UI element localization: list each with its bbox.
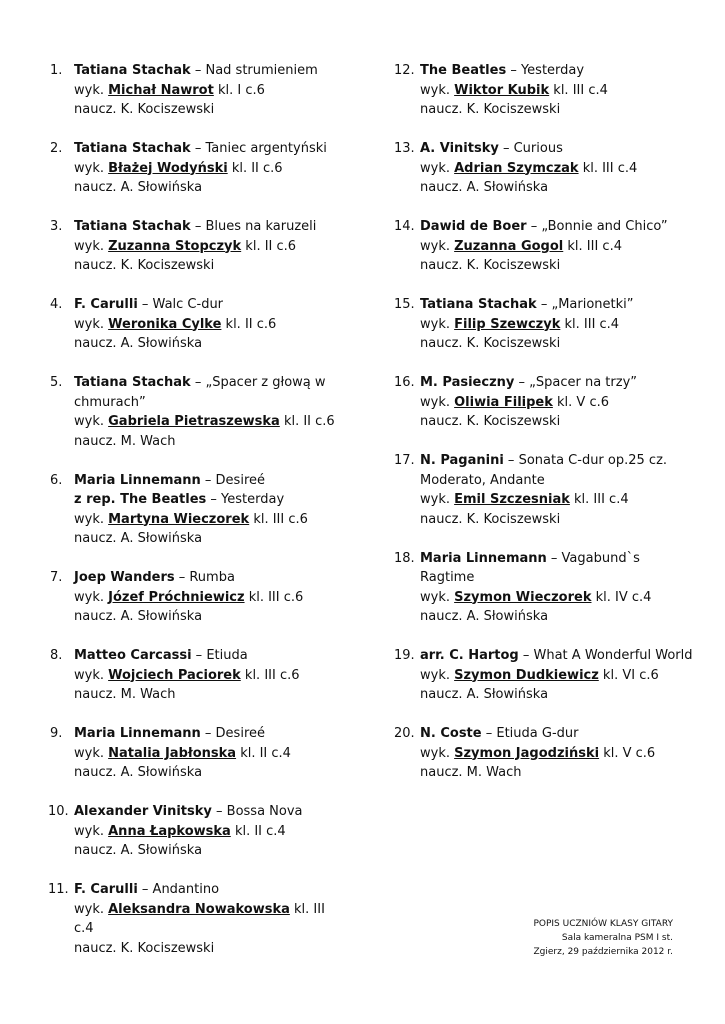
class-info: kl. III c.4 — [563, 238, 622, 254]
performer-line — [74, 510, 340, 530]
performer-line — [74, 81, 340, 101]
piece-line — [420, 373, 696, 393]
class-info: kl. II c.4 — [236, 745, 291, 761]
performer-line — [420, 159, 696, 179]
program-item — [50, 61, 340, 120]
piece-line — [420, 295, 696, 315]
performer-name: Zuzanna Gogol — [454, 238, 564, 254]
teacher-line: naucz. M. Wach — [74, 433, 176, 449]
composer: M. Pasieczny — [420, 375, 515, 390]
piece-title: Vagabund`s Ragtime — [420, 550, 640, 585]
composer: Maria Linnemann — [420, 550, 547, 566]
item-number: 4. — [50, 297, 63, 312]
program-item — [50, 646, 340, 705]
performer-line — [420, 237, 696, 257]
separator: – — [506, 63, 521, 78]
separator: – — [190, 141, 206, 156]
class-info: kl. III c.6 — [249, 511, 308, 527]
performer-prefix: wyk. — [74, 823, 109, 839]
composer: Maria Linnemann — [74, 726, 201, 741]
class-info: kl. VI c.6 — [598, 667, 659, 683]
piece-title: „Bonnie and Chico” — [541, 219, 668, 234]
class-info: kl. II c.4 — [230, 823, 286, 839]
performer-line — [420, 315, 696, 335]
separator: – — [211, 804, 227, 819]
performer-prefix: wyk. — [420, 394, 455, 410]
piece-title: What A Wonderful World — [533, 648, 693, 663]
piece-title: Walc C-dur — [152, 297, 224, 312]
class-info: kl. III c.4 — [74, 901, 325, 936]
teacher-line: naucz. K. Kociszewski — [420, 511, 561, 527]
program-item — [396, 217, 696, 276]
composer: Tatiana Stachak — [74, 63, 191, 78]
separator: – — [536, 297, 552, 312]
piece-line — [74, 724, 340, 744]
piece-line — [74, 295, 340, 315]
program-item — [50, 724, 340, 783]
piece-line — [74, 373, 340, 412]
performer-name: Zuzanna Stopczyk — [108, 238, 242, 254]
piece-line — [420, 451, 696, 490]
composer: Tatiana Stachak — [74, 219, 191, 234]
separator: – — [137, 297, 153, 312]
teacher-line: naucz. K. Kociszewski — [420, 414, 561, 429]
footer — [533, 917, 673, 959]
performer-line — [74, 900, 340, 939]
class-info: kl. II c.6 — [241, 238, 297, 254]
piece-line — [74, 568, 340, 588]
program-item — [50, 880, 340, 958]
composer: F. Carulli — [74, 882, 138, 897]
teacher-line: naucz. A. Słowińska — [74, 180, 203, 195]
performer-name: Wojciech Paciorek — [108, 667, 241, 683]
class-info: kl. III c.4 — [578, 160, 638, 176]
piece-line — [420, 549, 696, 588]
performer-prefix: wyk. — [74, 414, 109, 429]
item-number: 11. — [48, 882, 69, 897]
performer-name: Szymon Jagodziński — [454, 745, 600, 761]
teacher-line: naucz. M. Wach — [420, 765, 522, 780]
separator: – — [137, 882, 153, 897]
composer: F. Carulli — [74, 297, 138, 312]
composer: arr. C. Hartog — [420, 648, 519, 663]
teacher-line: naucz. A. Słowińska — [74, 843, 203, 858]
performer-name: Szymon Wieczorek — [454, 589, 592, 605]
piece-title: Taniec argentyński — [205, 141, 327, 156]
item-number: 6. — [50, 472, 63, 488]
performer-prefix: wyk. — [420, 589, 455, 605]
performer-prefix: wyk. — [420, 492, 455, 507]
item-number: 20. — [394, 726, 415, 741]
performer-line — [420, 744, 696, 764]
performer-prefix: wyk. — [420, 82, 455, 98]
performer-prefix: wyk. — [420, 745, 455, 761]
separator: – — [526, 219, 542, 234]
performer-line — [420, 393, 696, 413]
piece-title: Rumba — [189, 570, 235, 585]
item-number: 1. — [50, 63, 63, 78]
separator: – — [514, 375, 530, 390]
performer-name: Adrian Szymczak — [454, 160, 579, 176]
performer-prefix: wyk. — [74, 82, 109, 98]
piece-title: Yesterday — [520, 63, 585, 78]
class-info: kl. II c.6 — [279, 414, 335, 429]
item-number: 18. — [394, 550, 415, 566]
performer-name: Natalia Jabłonska — [108, 745, 237, 761]
separator: – — [498, 141, 514, 156]
footer-date: Zgierz, 29 października 2012 r. — [533, 947, 673, 957]
composer: The Beatles — [420, 63, 507, 78]
program-item — [396, 724, 696, 783]
program-item — [396, 61, 696, 120]
teacher-line: naucz. A. Słowińska — [74, 765, 203, 780]
piece-title: Andantino — [152, 882, 220, 897]
class-info: kl. II c.6 — [221, 316, 277, 332]
piece-line — [420, 139, 696, 159]
performer-name: Błażej Wodyński — [108, 160, 228, 176]
teacher-line: naucz. A. Słowińska — [420, 609, 549, 624]
piece-line — [74, 61, 340, 81]
program-column-left — [50, 61, 340, 978]
piece-title: Curious — [513, 141, 563, 156]
teacher-line: naucz. K. Kociszewski — [420, 102, 561, 117]
item-number: 9. — [50, 726, 63, 741]
performer-prefix: wyk. — [74, 589, 109, 605]
class-info: kl. III c.4 — [549, 82, 608, 98]
piece-title: „Spacer na trzy” — [529, 375, 637, 390]
composer: Matteo Carcassi — [74, 648, 192, 663]
item-number: 15. — [394, 297, 415, 312]
teacher-line: naucz. K. Kociszewski — [74, 940, 215, 956]
piece-line — [74, 471, 340, 491]
program-item — [396, 139, 696, 198]
performer-line — [420, 588, 696, 608]
item-number: 10. — [48, 804, 69, 819]
teacher-line: naucz. A. Słowińska — [420, 687, 549, 702]
separator: – — [174, 570, 190, 585]
separator: – — [190, 375, 206, 390]
performer-name: Oliwia Filipek — [454, 394, 553, 410]
teacher-line: naucz. A. Słowińska — [74, 609, 203, 624]
performer-prefix: wyk. — [74, 901, 109, 917]
class-info: kl. III c.6 — [240, 667, 300, 683]
program-item — [50, 802, 340, 861]
separator: – — [546, 550, 562, 566]
teacher-line: naucz. A. Słowińska — [420, 180, 549, 195]
class-info: kl. II c.6 — [227, 160, 283, 176]
piece-title: Etiuda G-dur — [496, 726, 579, 741]
item-number: 19. — [394, 648, 415, 663]
performer-name: Józef Próchniewicz — [108, 589, 245, 605]
piece-title: „Spacer z głową w chmurach” — [74, 375, 326, 410]
piece-title: Blues na karuzeli — [205, 219, 317, 234]
composer: Tatiana Stachak — [74, 375, 191, 390]
composer: Joep Wanders — [74, 570, 175, 585]
composer: Alexander Vinitsky — [74, 804, 212, 819]
performer-name: Emil Szczesniak — [454, 492, 570, 507]
item-number: 12. — [394, 63, 415, 78]
class-info: kl. I c.6 — [213, 82, 265, 98]
item-number: 7. — [50, 570, 63, 585]
program-item — [50, 471, 340, 549]
performer-name: Michał Nawrot — [108, 82, 214, 98]
performer-name: Anna Łapkowska — [108, 823, 231, 839]
piece-line — [74, 139, 340, 159]
piece-title: Etiuda — [206, 648, 248, 663]
piece-line — [420, 646, 696, 666]
piece-title: Bossa Nova — [226, 804, 303, 819]
separator: – — [200, 726, 216, 741]
separator: – — [190, 63, 206, 78]
item-number: 5. — [50, 375, 63, 390]
piece-line — [420, 61, 696, 81]
performer-prefix: wyk. — [420, 667, 455, 683]
program-item — [396, 295, 696, 354]
performer-name: Gabriela Pietraszewska — [108, 414, 280, 429]
composer: A. Vinitsky — [420, 141, 499, 156]
program-item — [396, 451, 696, 529]
piece-line — [74, 880, 340, 900]
teacher-line: naucz. A. Słowińska — [74, 531, 203, 546]
performer-prefix: wyk. — [74, 745, 109, 761]
performer-name: Wiktor Kubik — [454, 82, 550, 98]
performer-line — [74, 822, 340, 842]
item-number: 17. — [394, 453, 415, 468]
performer-line — [420, 666, 696, 686]
item-number: 3. — [50, 219, 63, 234]
performer-name: Weronika Cylke — [108, 316, 222, 332]
performer-line — [74, 744, 340, 764]
composer: Tatiana Stachak — [420, 297, 537, 312]
program-column-right — [396, 61, 696, 802]
teacher-line: naucz. K. Kociszewski — [74, 258, 215, 273]
separator: – — [481, 726, 497, 741]
teacher-line: naucz. K. Kociszewski — [74, 102, 215, 117]
class-info: kl. III c.6 — [244, 589, 304, 605]
item-number: 8. — [50, 648, 63, 663]
piece-title: Nad strumieniem — [205, 63, 318, 78]
item-number: 2. — [50, 141, 63, 156]
performer-line — [74, 315, 340, 335]
class-info: kl. III c.4 — [560, 316, 620, 332]
separator: – — [190, 219, 206, 234]
separator: – — [503, 453, 519, 468]
item-number: 16. — [394, 375, 415, 390]
performer-prefix: wyk. — [420, 238, 455, 254]
separator: – — [200, 472, 216, 488]
program-item — [50, 568, 340, 627]
composer: N. Paganini — [420, 453, 504, 468]
performer-prefix: wyk. — [74, 316, 109, 332]
piece-title: Desireé — [215, 472, 265, 488]
performer-prefix: wyk. — [420, 160, 455, 176]
performer-line — [420, 81, 696, 101]
item-number: 13. — [394, 141, 415, 156]
performer-line — [74, 666, 340, 686]
program-item — [50, 373, 340, 451]
footer-event-title: POPIS UCZNIÓW KLASY GITARY — [533, 919, 673, 929]
performer-line — [420, 490, 696, 510]
piece-line — [74, 646, 340, 666]
performer-line — [74, 588, 340, 608]
performer-prefix: wyk. — [420, 316, 455, 332]
teacher-line: naucz. A. Słowińska — [74, 336, 203, 351]
piece-line — [420, 217, 696, 237]
composer: Tatiana Stachak — [74, 141, 191, 156]
performer-prefix: wyk. — [74, 238, 109, 254]
program-item — [396, 373, 696, 432]
extra-piece-line — [74, 490, 340, 510]
class-info: kl. V c.6 — [599, 745, 656, 761]
piece-title: Sonata C-dur op.25 cz. Moderato, Andante — [420, 453, 668, 488]
performer-prefix: wyk. — [74, 160, 109, 176]
separator: – — [206, 492, 222, 507]
performer-line — [74, 237, 340, 257]
performer-name: Martyna Wieczorek — [108, 511, 250, 527]
performer-name: Aleksandra Nowakowska — [108, 901, 290, 917]
performer-line — [74, 412, 340, 432]
performer-name: Filip Szewczyk — [454, 316, 561, 332]
program-item — [396, 646, 696, 705]
class-info: kl. III c.4 — [569, 492, 629, 507]
teacher-line: naucz. M. Wach — [74, 687, 176, 702]
item-number: 14. — [394, 219, 415, 234]
performer-line — [74, 159, 340, 179]
program-item — [50, 139, 340, 198]
piece-title: „Marionetki” — [551, 297, 634, 312]
separator: – — [191, 648, 207, 663]
performer-name: Szymon Dudkiewicz — [454, 667, 599, 683]
separator: – — [518, 648, 534, 663]
program-item — [396, 549, 696, 627]
teacher-line: naucz. K. Kociszewski — [420, 336, 561, 351]
program-item — [50, 217, 340, 276]
piece-line — [420, 724, 696, 744]
class-info: kl. V c.6 — [552, 394, 609, 410]
composer: Dawid de Boer — [420, 219, 527, 234]
piece-line — [74, 802, 340, 822]
teacher-line: naucz. K. Kociszewski — [420, 258, 561, 273]
composer: Maria Linnemann — [74, 472, 201, 488]
piece-title: Desireé — [215, 726, 265, 741]
footer-venue: Sala kameralna PSM I st. — [561, 933, 673, 943]
class-info: kl. IV c.4 — [591, 589, 652, 605]
program-item — [50, 295, 340, 354]
composer: N. Coste — [420, 726, 482, 741]
performer-prefix: wyk. — [74, 511, 109, 527]
extra-composer: z rep. The Beatles — [74, 492, 207, 507]
extra-piece-title: Yesterday — [221, 492, 285, 507]
piece-line — [74, 217, 340, 237]
performer-prefix: wyk. — [74, 667, 109, 683]
